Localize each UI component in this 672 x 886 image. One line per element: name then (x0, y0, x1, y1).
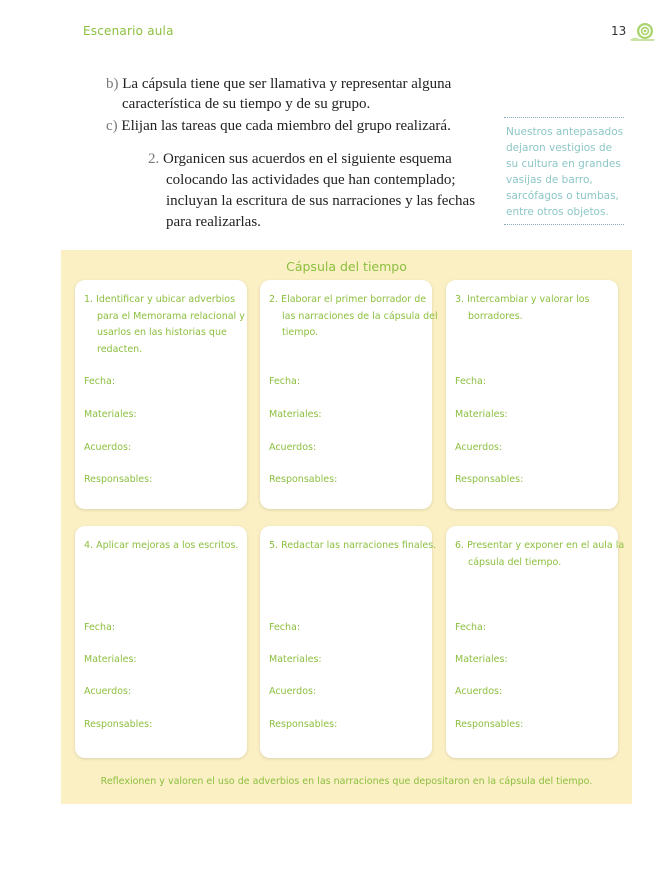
side-note-line: Nuestros antepasados (506, 126, 624, 138)
task-text: 2. Elaborar el primer borrador de las narraciones de la cápsula del tiempo. (269, 294, 438, 338)
fecha-label: Fecha: (84, 622, 116, 633)
instruction-b-marker: b) (106, 76, 119, 92)
task-text: 6. Presentar y exponer en el aula la cápsula del tiempo. (455, 540, 625, 568)
side-note-line: entre otros objetos. (506, 206, 609, 218)
responsables-label: Responsables: (84, 719, 153, 730)
instruction-b (106, 75, 451, 94)
page-number: 13 (611, 24, 627, 38)
fecha-label: Fecha: (269, 622, 301, 633)
instruction-item2-line4: para realizarlas. (166, 214, 261, 230)
responsables-label: Responsables: (269, 474, 338, 485)
instruction-item2-line2: colocando las actividades que han contemplado; (166, 172, 456, 188)
task-text: 3. Intercambiar y valorar los borradores. (455, 294, 590, 322)
instruction-c (106, 117, 451, 136)
task-card-3 (446, 280, 618, 509)
instruction-b-line1: La cápsula tiene que ser llamativa y representar alguna (122, 76, 452, 92)
task-card-5 (260, 526, 437, 758)
materiales-label: Materiales: (455, 409, 508, 420)
instruction-item2-line1: Organicen sus acuerdos en el siguiente esquema (163, 151, 452, 167)
instruction-item2-marker: 2. (148, 151, 160, 167)
acuerdos-label: Acuerdos: (269, 686, 317, 697)
side-note-line: vasijas de barro, (506, 174, 593, 186)
acuerdos-label: Acuerdos: (84, 686, 132, 697)
fecha-label: Fecha: (455, 622, 487, 633)
instruction-c-text: Elijan las tareas que cada miembro del grupo realizará. (121, 118, 451, 134)
acuerdos-label: Acuerdos: (455, 686, 503, 697)
task-card-1 (75, 280, 247, 509)
fecha-label: Fecha: (269, 376, 301, 387)
materiales-label: Materiales: (269, 654, 322, 665)
time-capsule-panel (61, 250, 632, 804)
instruction-item2-line3: incluyan la escritura de sus narraciones y las fechas (166, 193, 476, 209)
responsables-label: Responsables: (269, 719, 338, 730)
materiales-label: Materiales: (84, 409, 137, 420)
materiales-label: Materiales: (455, 654, 508, 665)
panel-title: Cápsula del tiempo (286, 259, 407, 274)
acuerdos-label: Acuerdos: (269, 442, 317, 453)
side-note (504, 117, 624, 225)
instruction-b-continued: característica de su tiempo y de su grupo. (122, 96, 371, 112)
task-text: 1. Identificar y ubicar adverbios para el Memorama relacional y usarlos en las historias que redacten. (84, 294, 245, 355)
materiales-label: Materiales: (84, 654, 137, 665)
side-note-line: su cultura en grandes (506, 158, 621, 170)
instruction-c-marker: c) (106, 118, 118, 134)
materiales-label: Materiales: (269, 409, 322, 420)
side-note-line: dejaron vestigios de (506, 142, 613, 154)
section-header: Escenario aula (83, 24, 174, 38)
instruction-item2 (148, 150, 452, 169)
task-text: 4. Aplicar mejoras a los escritos. (84, 540, 239, 551)
responsables-label: Responsables: (455, 719, 524, 730)
responsables-label: Responsables: (84, 474, 153, 485)
task-card-2 (260, 280, 438, 509)
fecha-label: Fecha: (84, 376, 116, 387)
task-text: 5. Redactar las narraciones finales. (269, 540, 437, 551)
acuerdos-label: Acuerdos: (455, 442, 503, 453)
responsables-label: Responsables: (455, 474, 524, 485)
snail-icon (628, 20, 656, 42)
side-note-line: sarcófagos o tumbas, (506, 190, 619, 202)
acuerdos-label: Acuerdos: (84, 442, 132, 453)
task-card-6 (446, 526, 625, 758)
task-card-4 (75, 526, 247, 758)
fecha-label: Fecha: (455, 376, 487, 387)
panel-footer: Reflexionen y valoren el uso de adverbios en las narraciones que depositaron en la cápsula del tiempo. (100, 776, 593, 787)
